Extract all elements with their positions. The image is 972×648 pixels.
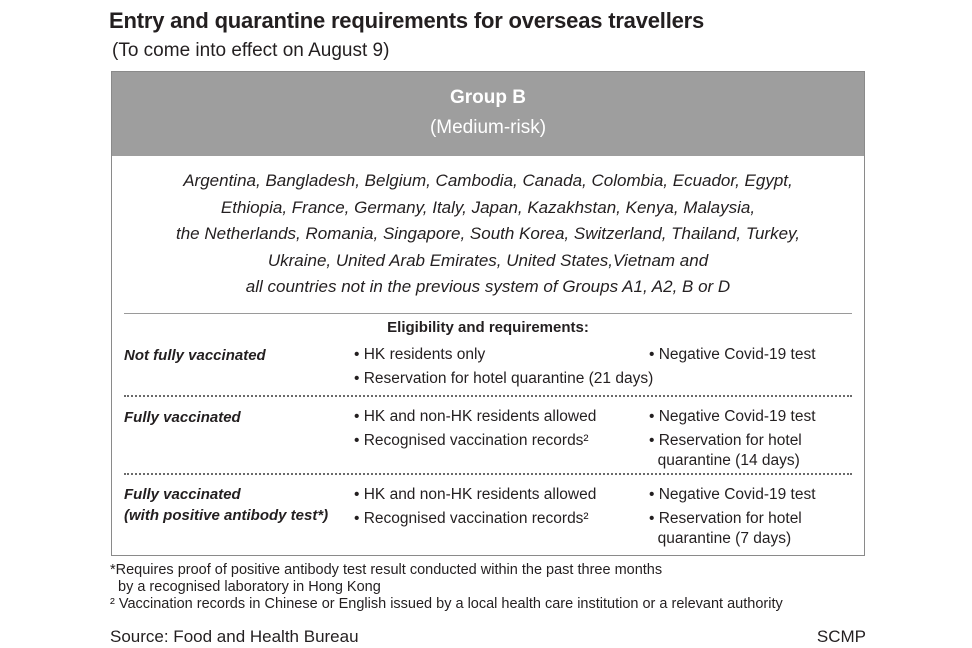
requirement-item: • Recognised vaccination records² [354,432,589,449]
row-label-fully-vaccinated-antibody: Fully vaccinated [124,486,241,503]
requirement-item: • Reservation for hotel [649,510,802,527]
requirement-item: • Negative Covid-19 test [649,486,816,503]
footnote-two: ² Vaccination records in Chinese or English issued by a local health care institution or a relevant authority [110,596,783,612]
requirement-item: • Negative Covid-19 test [649,408,816,425]
row-divider [124,473,852,475]
requirement-item: • Recognised vaccination records² [354,510,589,527]
country-line: all countries not in the previous system of Groups A1, A2, B or D [245,277,731,296]
country-line: the Netherlands, Romania, Singapore, South Korea, Switzerland, Thailand, Turkey, [176,224,800,243]
divider [124,313,852,314]
group-panel [111,71,865,556]
requirement-item: • HK residents only [354,346,486,363]
country-line: Argentina, Bangladesh, Belgium, Cambodia, Canada, Colombia, Ecuador, Egypt, [183,171,793,190]
row-label-fully-vaccinated: Fully vaccinated [124,409,241,426]
group-name: Group B [450,87,526,108]
source-credit: Source: Food and Health Bureau [110,627,359,646]
group-header [112,72,864,156]
row-divider [124,395,852,397]
country-line: Ukraine, United Arab Emirates, United States,Vietnam and [267,250,709,270]
page-subtitle: (To come into effect on August 9) [112,40,390,61]
requirement-item: quarantine (14 days) [649,452,800,469]
requirement-item: • Reservation for hotel quarantine (21 days) [354,370,654,387]
requirement-item: • Negative Covid-19 test [649,346,816,363]
footnotes [110,562,890,613]
group-risk-level: (Medium-risk) [429,117,547,138]
requirement-item: • Reservation for hotel [649,432,802,449]
requirement-item: • HK and non-HK residents allowed [354,408,597,425]
row-label-fully-vaccinated-antibody: (with positive antibody test*) [124,507,329,524]
eligibility-title: Eligibility and requirements: [387,319,589,336]
country-list [112,168,864,301]
requirement-item: quarantine (7 days) [649,530,792,547]
row-label-not-fully-vaccinated: Not fully vaccinated [124,347,266,364]
page-title: Entry and quarantine requirements for overseas travellers [109,8,705,33]
footnote-star: *Requires proof of positive antibody test result conducted within the past three months [110,562,663,578]
requirement-item: • HK and non-HK residents allowed [354,486,597,503]
country-line: Ethiopia, France, Germany, Italy, Japan, Kazakhstan, Kenya, Malaysia, [220,197,756,217]
footnote-star: by a recognised laboratory in Hong Kong [118,579,381,595]
publisher-credit: SCMP [816,627,866,646]
